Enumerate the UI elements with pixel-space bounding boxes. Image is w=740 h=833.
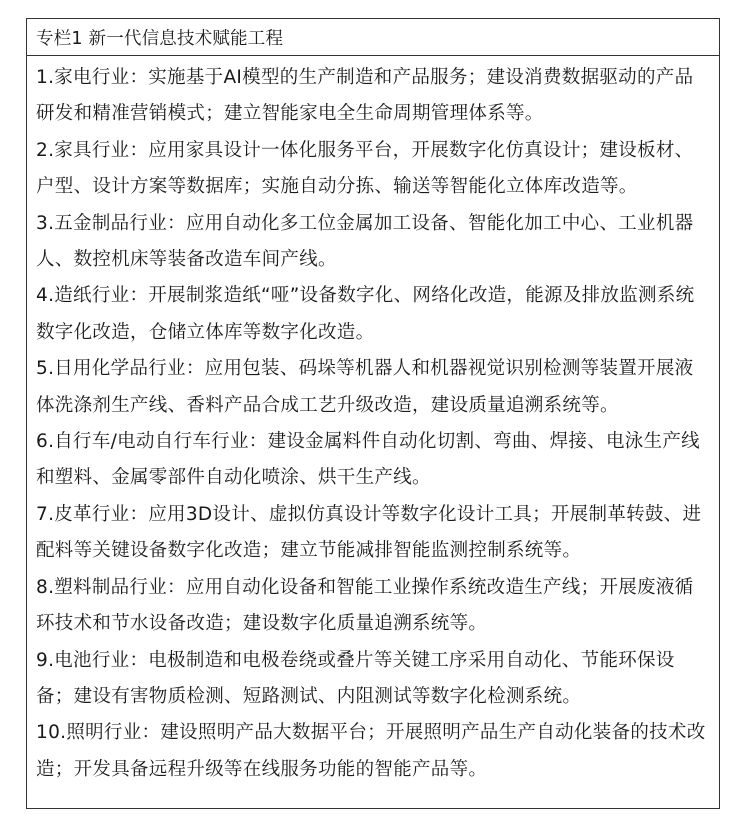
column-box [26, 18, 720, 809]
list-item-furniture: 2.家具行业：应用家具设计一体化服务平台，开展数字化仿真设计；建设板材、户型、设计方案等数据库；实施自动分拣、输送等智能化立体库改造等。 [36, 139, 694, 198]
list-item-papermaking: 4.造纸行业：开展制浆造纸“哑”设备数字化、网络化改造，能源及排放监测系统数字化改造，仓储立体库等数字化改造。 [36, 285, 695, 343]
list-item-hardware: 3.五金制品行业：应用自动化多工位金属加工设备、智能化加工中心、工业机器人、数控机床等装备改造车间产线。 [36, 212, 694, 271]
list-item-daily-chemicals: 5.日用化学品行业：应用包装、码垛等机器人和机器视觉识别检测等装置开展液体洗涤剂生产线、香料产品合成工艺升级改造，建设质量追溯系统等。 [36, 358, 694, 416]
list-item-leather: 7.皮革行业：应用3D设计、虚拟仿真设计等数字化设计工具；开展制革转鼓、进配料等关键设备数字化改造；建立节能减排智能监测控制系统等。 [36, 503, 702, 562]
list-item-home-appliances: 1.家电行业：实施基于AI模型的生产制造和产品服务；建设消费数据驱动的产品研发和精准营销模式；建立智能家电全生命周期管理体系等。 [36, 67, 694, 125]
list-item-bicycles: 6.自行车/电动自行车行业：建设金属料件自动化切割、弯曲、焊接、电泳生产线和塑料、金属零部件自动化喷涂、烘干生产线。 [36, 431, 700, 489]
list-item-batteries: 9.电池行业：电极制造和电极卷绕或叠片等关键工序采用自动化、节能环保设备；建设有害物质检测、短路测试、内阻测试等数字化检测系统。 [36, 649, 675, 707]
list-item-plastics: 8.塑料制品行业：应用自动化设备和智能工业操作系统改造生产线；开展废液循环技术和节水设备改造；建设数字化质量追溯系统等。 [36, 576, 694, 635]
column-content [27, 56, 719, 788]
column-title: 专栏1 新一代信息技术赋能工程 [27, 19, 719, 56]
list-item-lighting: 10.照明行业：建设照明产品大数据平台；开展照明产品生产自动化装备的技术改造；开发具备远程升级等在线服务功能的智能产品等。 [36, 722, 706, 780]
